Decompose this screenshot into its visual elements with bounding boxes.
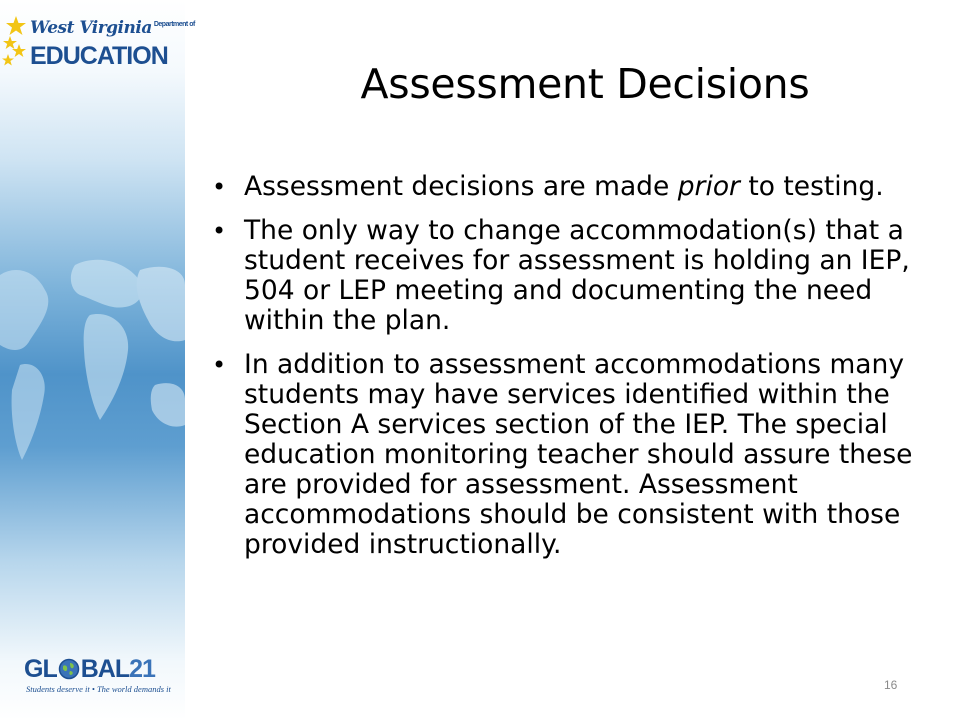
bullet-icon: • (212, 351, 227, 379)
bullet-text: Assessment decisions are made prior to testing. (244, 171, 884, 202)
logo-department-label: Department of (153, 21, 195, 28)
bullet-emphasis: prior (677, 171, 740, 202)
bullet-item (212, 172, 917, 202)
bullet-text: The only way to change accommodation(s) that a student receives for assessment is holding an IEP, 504 or LEP meeting and documenting the need within the plan. (244, 215, 910, 336)
global21-wordmark: GL BAL21 (24, 655, 155, 683)
logo-state-name: West Virginia Department of (30, 18, 195, 38)
bullet-list (212, 172, 917, 574)
globe-icon (58, 658, 80, 680)
logo-education-word: EDUCATION (30, 42, 168, 70)
sidebar-panel (0, 0, 195, 720)
page-number: 16 (884, 678, 898, 692)
slide-title: Assessment Decisions (360, 60, 810, 108)
global21-tagline: Students deserve it • The world demands it (26, 684, 171, 694)
global21-logo (24, 655, 174, 700)
wv-department-of-education-logo (2, 14, 195, 76)
bullet-icon: • (212, 217, 227, 245)
world-map-graphic (0, 245, 185, 475)
bullet-text: In addition to assessment accommodations many students may have services identified within the Section A services section of the IEP. The special education monitoring teacher should assure these are provided for assessment. Assessment accommodations should be consistent with those provided instructionally. (244, 349, 913, 560)
bullet-icon: • (212, 173, 227, 201)
bullet-item (212, 216, 917, 336)
bullet-item (212, 350, 917, 560)
